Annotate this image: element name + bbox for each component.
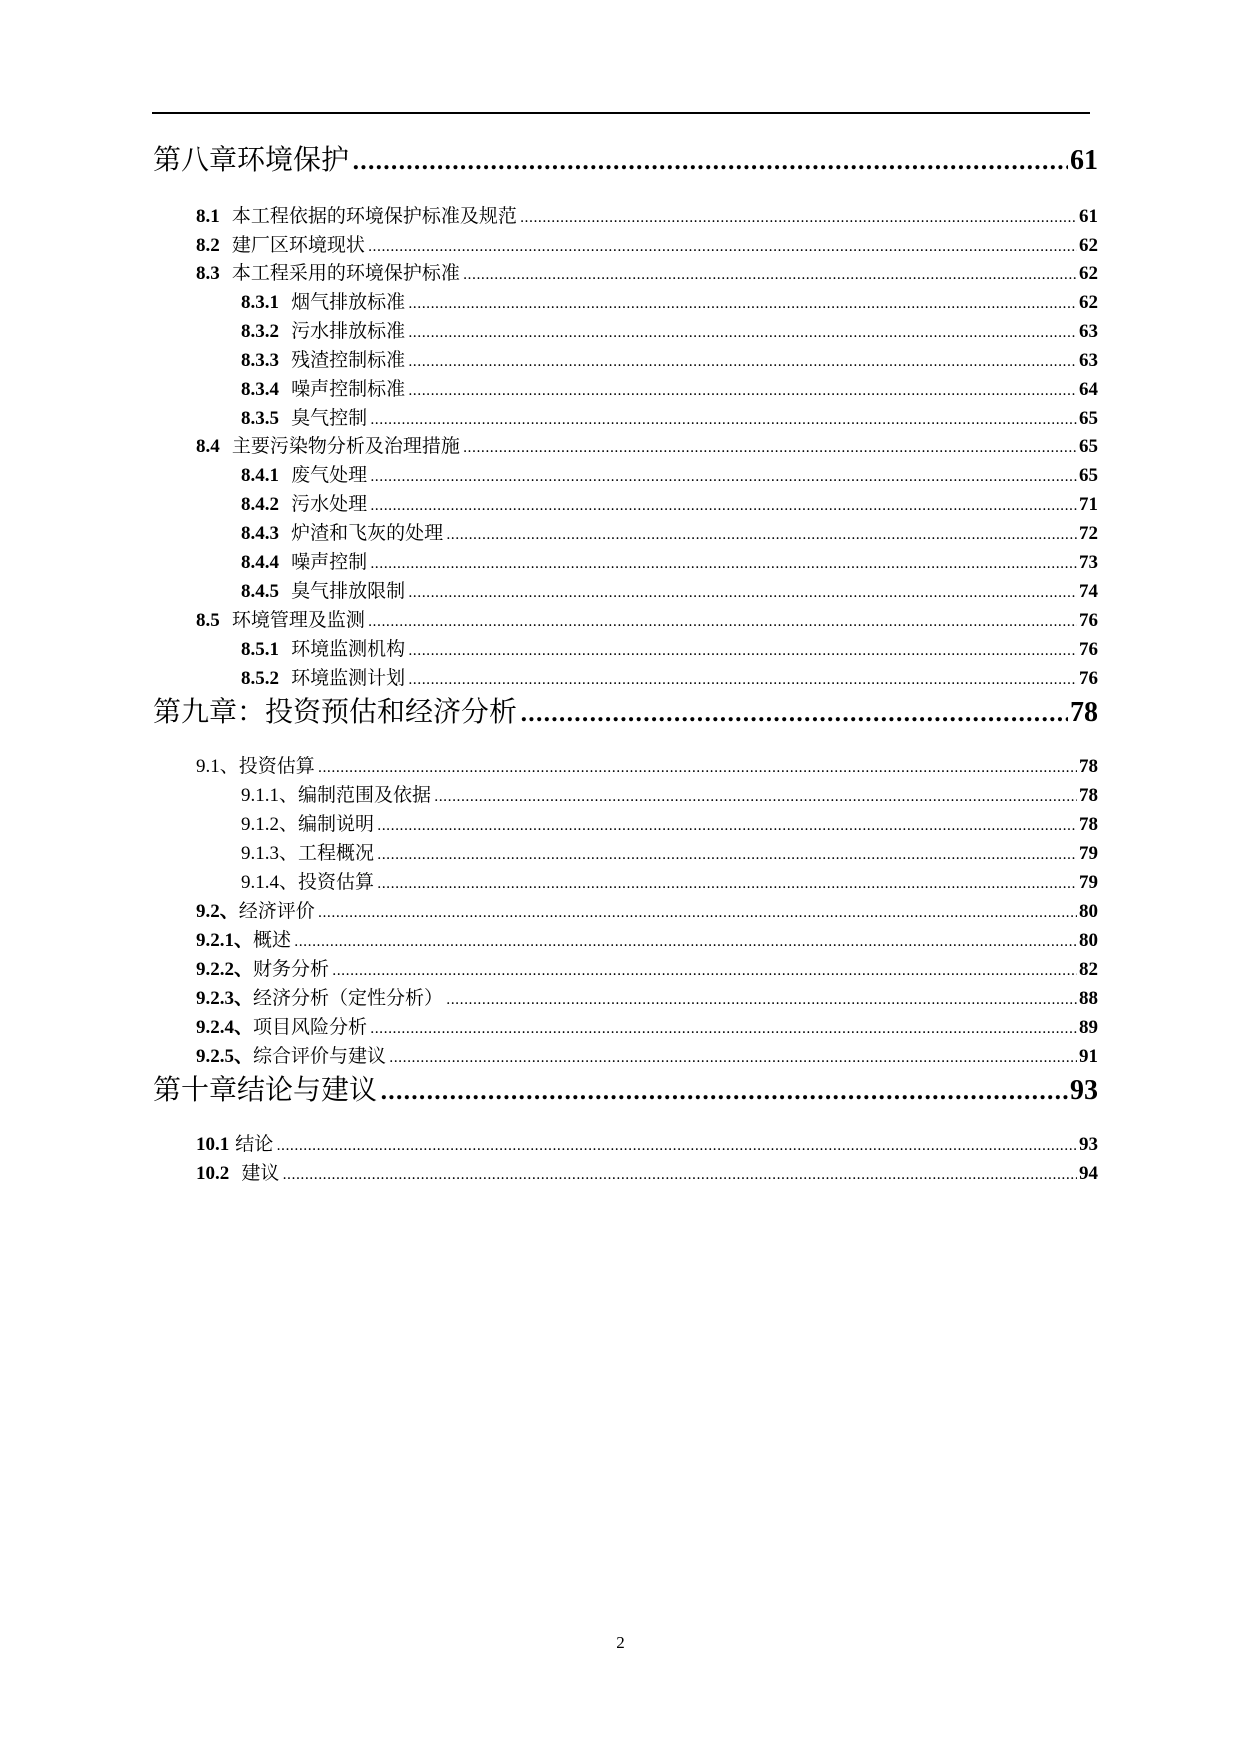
toc-entry-title: 主要污染物分析及治理措施 [231,435,460,457]
toc-dot-leader [408,643,1077,659]
toc-entry-number: 9.2.5、 [196,1046,254,1067]
toc-entry-label [241,374,405,401]
toc-entry-label [196,201,517,228]
toc-entry-number: 8.4.2 [241,494,279,515]
toc-entry-label [241,403,367,430]
toc-page-number: 61 [1070,145,1098,176]
toc-entry[interactable] [241,838,1098,866]
toc-entry[interactable] [196,605,1098,633]
toc-dot-leader [380,1079,1068,1105]
toc-entry-label [153,1068,377,1108]
toc-dot-leader [377,876,1077,892]
toc-page-number: 63 [1079,350,1098,371]
toc-dot-leader [408,354,1077,370]
toc-entry-label [241,489,367,516]
toc-dot-leader [368,239,1077,255]
toc-entry-title: 概述 [253,929,292,951]
toc-entry-title: 炉渣和飞灰的处理 [291,522,444,544]
toc-entry-label [241,576,405,603]
toc-page-number: 94 [1079,1163,1098,1184]
toc-entry[interactable] [241,867,1098,895]
toc-entry[interactable] [196,201,1098,229]
toc-entry-title: 废气处理 [291,464,368,486]
toc-entry-title: 噪声控制标准 [291,378,406,400]
toc-entry-label [241,547,367,574]
toc-entry-label [196,605,365,632]
toc-dot-leader [377,847,1077,863]
toc-entry[interactable] [196,1012,1098,1040]
toc-dot-leader [294,934,1077,950]
toc-entry-number: 8.4.5 [241,581,279,602]
toc-page-number: 88 [1079,988,1098,1009]
toc-entry-title: 第十章结论与建议 [153,1073,378,1106]
toc-page-number: 63 [1079,321,1098,342]
toc-dot-leader [408,383,1077,399]
toc-entry[interactable] [196,1129,1098,1157]
toc-page-number: 82 [1079,959,1098,980]
toc-dot-leader [370,556,1077,572]
toc-chapter-entry[interactable] [153,138,1098,178]
toc-entry-label [153,690,517,730]
toc-entry-label [241,780,431,807]
toc-page-number: 62 [1079,292,1098,313]
toc-entry-label [241,460,367,487]
toc-entry-title: 烟气排放标准 [291,291,406,313]
toc-entry-title: 建厂区环境现状 [231,234,365,256]
toc-entry-number: 8.4.4 [241,552,279,573]
toc-entry-title: 编制说明 [298,813,375,835]
toc-page-number: 78 [1079,785,1098,806]
toc-entry[interactable] [241,489,1098,517]
toc-entry[interactable] [241,403,1098,431]
toc-entry-label [196,1012,367,1039]
toc-entry-label [241,809,374,836]
toc-entry-title: 臭气控制 [291,407,368,429]
toc-entry-number: 8.3.5 [241,408,279,429]
toc-entry[interactable] [241,780,1098,808]
toc-page-number: 93 [1079,1134,1098,1155]
toc-entry-label [241,663,405,690]
toc-dot-leader [318,905,1077,921]
toc-chapter-entry[interactable] [153,1068,1098,1108]
toc-entry-label [196,258,460,285]
toc-dot-leader [276,1138,1077,1154]
toc-entry-number: 8.3.4 [241,379,279,400]
toc-entry[interactable] [196,1041,1098,1069]
toc-entry[interactable] [241,287,1098,315]
toc-entry-number: 9.1.4、 [241,872,299,893]
toc-entry-title: 第九章：投资预估和经济分析 [153,695,518,728]
toc-entry[interactable] [196,751,1098,779]
toc-dot-leader [377,818,1077,834]
toc-entry-number: 10.1 [196,1134,230,1155]
toc-entry-title: 综合评价与建议 [253,1045,387,1067]
toc-page-number: 79 [1079,843,1098,864]
toc-dot-leader [370,412,1077,428]
toc-entry[interactable] [241,345,1098,373]
toc-entry-title: 结论 [235,1133,274,1155]
toc-entry-number: 8.1 [196,206,220,227]
toc-page-number: 79 [1079,872,1098,893]
toc-dot-leader [434,789,1077,805]
toc-entry-label [196,431,460,458]
toc-entry-number: 8.4.3 [241,523,279,544]
toc-page-number: 73 [1079,552,1098,573]
toc-entry-label [153,138,349,178]
toc-entry-title: 编制范围及依据 [298,784,432,806]
toc-entry-number: 8.3 [196,263,220,284]
toc-entry[interactable] [196,983,1098,1011]
toc-dot-leader [408,585,1077,601]
toc-entry-title: 环境监测计划 [291,667,406,689]
toc-page-number: 76 [1079,610,1098,631]
toc-page-number: 80 [1079,901,1098,922]
toc-entry-label [196,751,315,778]
toc-entry-label [196,954,329,981]
toc-dot-leader [463,267,1077,283]
toc-entry-label [241,867,374,894]
toc-dot-leader [463,440,1077,456]
toc-entry[interactable] [241,547,1098,575]
toc-entry[interactable] [196,258,1098,286]
toc-entry-title: 第八章环境保护 [153,143,350,176]
toc-entry-label [196,1158,279,1185]
toc-entry-number: 8.3.1 [241,292,279,313]
toc-page-number: 72 [1079,523,1098,544]
toc-page-number: 65 [1079,408,1098,429]
toc-entry[interactable] [196,230,1098,258]
toc-page-number: 78 [1070,697,1098,728]
toc-entry-number: 8.5.1 [241,639,279,660]
toc-dot-leader [408,672,1077,688]
toc-dot-leader [446,992,1077,1008]
toc-entry-number: 8.5.2 [241,668,279,689]
toc-page-number: 91 [1079,1046,1098,1067]
toc-page-number: 78 [1079,814,1098,835]
toc-dot-leader [352,149,1068,175]
toc-dot-leader [368,614,1077,630]
toc-entry[interactable] [196,1158,1098,1186]
toc-dot-leader [408,325,1077,341]
toc-entry-label [196,1041,386,1068]
toc-chapter-entry[interactable] [153,690,1098,730]
toc-entry-label [241,345,405,372]
toc-dot-leader [446,527,1077,543]
toc-entry[interactable] [241,809,1098,837]
toc-page-number: 76 [1079,668,1098,689]
toc-page-number: 62 [1079,263,1098,284]
toc-page-number: 74 [1079,581,1098,602]
toc-entry-title: 污水排放标准 [291,320,406,342]
toc-page-number: 78 [1079,756,1098,777]
toc-entry-label [241,634,405,661]
toc-entry-title: 本工程采用的环境保护标准 [231,262,460,284]
toc-entry[interactable] [196,896,1098,924]
toc-dot-leader [520,701,1068,727]
toc-entry[interactable] [196,954,1098,982]
toc-entry[interactable] [241,663,1098,691]
toc-entry-label [196,925,291,952]
toc-dot-leader [332,963,1077,979]
toc-entry-number: 8.3.2 [241,321,279,342]
toc-entry-title: 环境监测机构 [291,638,406,660]
toc-page-number: 61 [1079,206,1098,227]
toc-page-number: 80 [1079,930,1098,951]
toc-dot-leader [370,498,1077,514]
toc-dot-leader [389,1050,1077,1066]
toc-entry-title: 建议 [241,1162,280,1184]
toc-page-number: 64 [1079,379,1098,400]
toc-entry-number: 8.5 [196,610,220,631]
toc-dot-leader [318,760,1077,776]
toc-entry-number: 9.1.2、 [241,814,299,835]
toc-entry-label [241,316,405,343]
toc-entry-title: 投资估算 [238,755,315,777]
toc-page-number: 93 [1070,1075,1098,1106]
toc-entry-label [196,983,443,1010]
toc-entry-number: 9.2.1、 [196,930,254,951]
toc-entry-number: 8.4 [196,436,220,457]
toc-entry-label [196,896,315,923]
toc-entry-number: 9.1、 [196,756,239,777]
toc-entry-number: 8.3.3 [241,350,279,371]
toc-entry-number: 9.1.1、 [241,785,299,806]
toc-entry[interactable] [196,431,1098,459]
toc-entry-title: 污水处理 [291,493,368,515]
toc-entry-title: 环境管理及监测 [231,609,365,631]
toc-page-number: 71 [1079,494,1098,515]
toc-entry-label [196,1129,273,1156]
toc-entry-number: 10.2 [196,1163,230,1184]
toc-dot-leader [408,296,1077,312]
toc-page-number: 89 [1079,1017,1098,1038]
toc-entry[interactable] [241,576,1098,604]
toc-entry-number: 9.2、 [196,901,239,922]
toc-entry-title: 经济分析（定性分析） [253,987,444,1009]
toc-entry-label [241,518,443,545]
toc-entry-label [196,230,365,257]
toc-page-number: 65 [1079,436,1098,457]
toc-entry[interactable] [241,518,1098,546]
toc-entry-number: 9.2.2、 [196,959,254,980]
toc-dot-leader [282,1167,1077,1183]
toc-entry-title: 残渣控制标准 [291,349,406,371]
toc-entry-number: 9.2.3、 [196,988,254,1009]
toc-entry-title: 噪声控制 [291,551,368,573]
toc-entry-number: 9.1.3、 [241,843,299,864]
toc-entry-number: 8.4.1 [241,465,279,486]
toc-entry-title: 臭气排放限制 [291,580,406,602]
toc-entry-title: 工程概况 [298,842,375,864]
toc-dot-leader [370,1021,1077,1037]
toc-dot-leader [370,469,1077,485]
toc-page-number: 65 [1079,465,1098,486]
toc-entry[interactable] [196,925,1098,953]
toc-entry-label [241,287,405,314]
toc-entry-title: 项目风险分析 [253,1016,368,1038]
toc-page-number: 76 [1079,639,1098,660]
toc-entry-label [241,838,374,865]
toc-entry-title: 本工程依据的环境保护标准及规范 [231,205,517,227]
toc-entry-number: 9.2.4、 [196,1017,254,1038]
toc-entry[interactable] [241,374,1098,402]
toc-dot-leader [520,210,1077,226]
toc-page-number: 62 [1079,235,1098,256]
toc-entry-title: 财务分析 [253,958,330,980]
toc-entry[interactable] [241,634,1098,662]
toc-entry-number: 8.2 [196,235,220,256]
toc-entry[interactable] [241,316,1098,344]
page-number: 2 [616,1633,625,1652]
toc-entry-title: 经济评价 [238,900,315,922]
toc-entry[interactable] [241,460,1098,488]
toc-entry-title: 投资估算 [298,871,375,893]
